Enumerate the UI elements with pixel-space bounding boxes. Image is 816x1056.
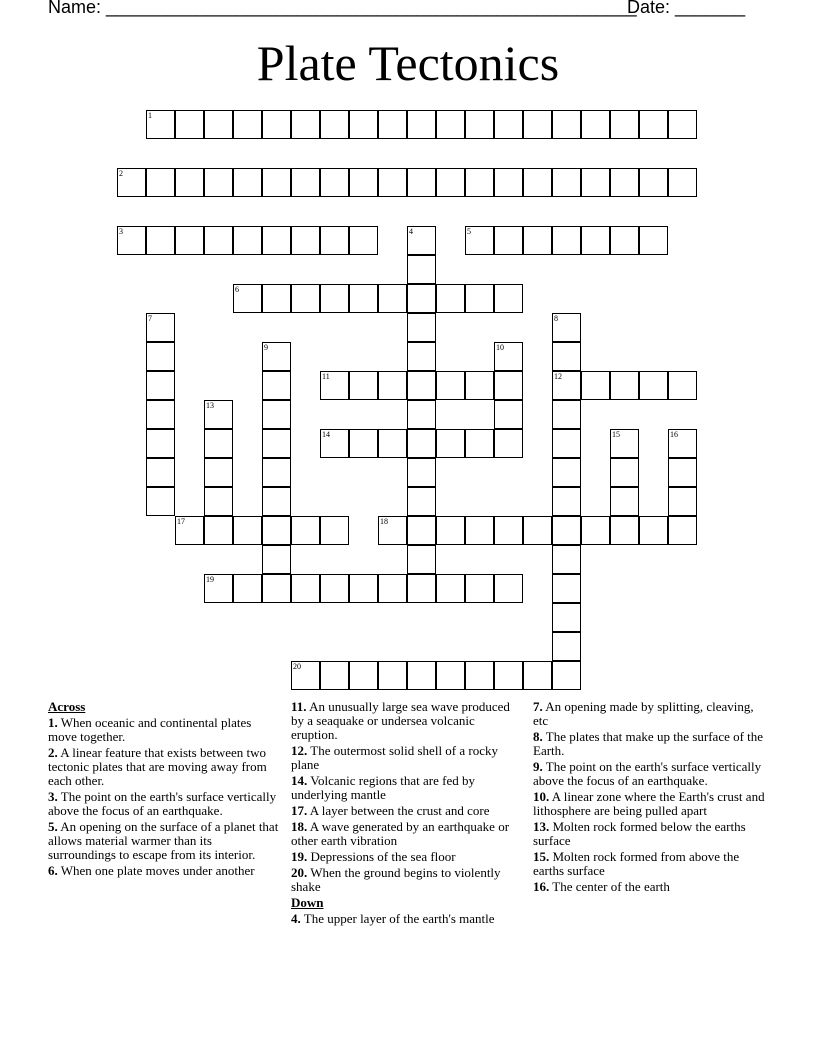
clue-number: 3 [119, 227, 123, 236]
clue-text: The center of the earth [549, 879, 670, 894]
clue-number: 17 [177, 517, 185, 526]
grid-cell[interactable] [349, 168, 378, 197]
across-clue [48, 746, 280, 788]
grid-cell[interactable] [552, 458, 581, 487]
grid-cell[interactable] [465, 110, 494, 139]
grid-cell[interactable] [349, 574, 378, 603]
grid-cell[interactable] [233, 226, 262, 255]
clue-number: 12 [554, 372, 562, 381]
across-clue [291, 744, 523, 772]
grid-cell[interactable] [494, 168, 523, 197]
grid-cell[interactable] [262, 516, 291, 545]
grid-cell[interactable] [407, 226, 436, 255]
grid-cell[interactable] [407, 545, 436, 574]
clue-number: 7 [148, 314, 152, 323]
clue-number-label: 1. [48, 715, 58, 730]
clue-number-label: 17. [291, 803, 308, 818]
grid-cell[interactable] [581, 110, 610, 139]
grid-cell[interactable] [552, 226, 581, 255]
grid-cell[interactable] [146, 400, 175, 429]
grid-cell[interactable] [552, 574, 581, 603]
clue-text: The point on the earth's surface vertically above the focus of an earthquake. [48, 789, 277, 818]
across-clue [291, 774, 523, 802]
grid-cell[interactable] [494, 516, 523, 545]
grid-cell[interactable] [262, 284, 291, 313]
grid-cell[interactable] [610, 458, 639, 487]
grid-cell[interactable] [262, 574, 291, 603]
grid-cell[interactable] [320, 371, 349, 400]
page-title: Plate Tectonics [256, 35, 560, 91]
grid-cell[interactable] [407, 574, 436, 603]
clue-number-label: 8. [533, 729, 543, 744]
grid-cell[interactable] [552, 400, 581, 429]
grid-cell[interactable] [407, 661, 436, 690]
across-clue [291, 866, 523, 894]
grid-cell[interactable] [581, 226, 610, 255]
clue-text: Volcanic regions that are fed by underlying mantle [291, 773, 475, 802]
grid-cell[interactable] [146, 342, 175, 371]
grid-cell[interactable] [494, 342, 523, 371]
grid-cell[interactable] [523, 661, 552, 690]
grid-cell[interactable] [523, 516, 552, 545]
clue-text: When oceanic and continental plates move together. [48, 715, 252, 744]
grid-cell[interactable] [320, 661, 349, 690]
grid-cell[interactable] [407, 487, 436, 516]
grid-cell[interactable] [146, 313, 175, 342]
grid-cell[interactable] [668, 110, 697, 139]
grid-cell[interactable] [407, 429, 436, 458]
clue-number: 4 [409, 227, 413, 236]
across-clue [291, 850, 523, 864]
grid-cell[interactable] [494, 110, 523, 139]
grid-cell[interactable] [581, 516, 610, 545]
grid-cell[interactable] [552, 545, 581, 574]
clue-text: The plates that make up the surface of the Earth. [533, 729, 764, 758]
grid-cell[interactable] [233, 284, 262, 313]
grid-cell[interactable] [610, 429, 639, 458]
grid-cell[interactable] [436, 284, 465, 313]
grid-cell[interactable] [639, 226, 668, 255]
grid-cell[interactable] [146, 458, 175, 487]
grid-cell[interactable] [117, 226, 146, 255]
grid-cell[interactable] [407, 400, 436, 429]
grid-cell[interactable] [146, 110, 175, 139]
clue-number: 20 [293, 662, 301, 671]
grid-cell[interactable] [610, 371, 639, 400]
grid-cell[interactable] [465, 371, 494, 400]
clue-number-label: 2. [48, 745, 58, 760]
grid-cell[interactable] [552, 516, 581, 545]
clue-number: 9 [264, 343, 268, 352]
clue-number-label: 3. [48, 789, 58, 804]
down-clue [533, 760, 765, 788]
clue-number: 2 [119, 169, 123, 178]
grid-cell[interactable] [204, 226, 233, 255]
down-clue [533, 730, 765, 758]
grid-cell[interactable] [552, 313, 581, 342]
down-clue [291, 912, 523, 926]
grid-cell[interactable] [494, 371, 523, 400]
grid-cell[interactable] [378, 661, 407, 690]
grid-cell[interactable] [465, 661, 494, 690]
clue-number-label: 16. [533, 879, 550, 894]
grid-cell[interactable] [465, 574, 494, 603]
grid-cell[interactable] [407, 284, 436, 313]
clue-text: Depressions of the sea floor [307, 849, 456, 864]
clue-column-2 [291, 700, 523, 928]
grid-cell[interactable] [378, 574, 407, 603]
down-clue [533, 790, 765, 818]
clue-number-label: 15. [533, 849, 550, 864]
grid-cell[interactable] [291, 284, 320, 313]
grid-cell[interactable] [378, 284, 407, 313]
grid-cell[interactable] [146, 487, 175, 516]
grid-cell[interactable] [552, 487, 581, 516]
grid-cell[interactable] [320, 168, 349, 197]
across-clue [48, 864, 280, 878]
grid-cell[interactable] [581, 168, 610, 197]
across-clue [48, 716, 280, 744]
grid-cell[interactable] [523, 226, 552, 255]
grid-cell[interactable] [436, 429, 465, 458]
grid-cell[interactable] [146, 371, 175, 400]
grid-cell[interactable] [291, 661, 320, 690]
clue-column-1 [48, 700, 280, 880]
grid-cell[interactable] [639, 110, 668, 139]
grid-cell[interactable] [552, 168, 581, 197]
grid-cell[interactable] [494, 284, 523, 313]
grid-cell[interactable] [378, 371, 407, 400]
grid-cell[interactable] [291, 574, 320, 603]
across-clue [48, 790, 280, 818]
grid-cell[interactable] [262, 342, 291, 371]
grid-cell[interactable] [668, 168, 697, 197]
grid-cell[interactable] [233, 516, 262, 545]
clue-number-label: 6. [48, 863, 58, 878]
grid-cell[interactable] [233, 168, 262, 197]
grid-cell[interactable] [668, 516, 697, 545]
grid-cell[interactable] [262, 371, 291, 400]
grid-cell[interactable] [465, 168, 494, 197]
clue-text: A layer between the crust and core [307, 803, 490, 818]
across-clue [291, 820, 523, 848]
clue-number: 15 [612, 430, 620, 439]
clue-number: 10 [496, 343, 504, 352]
grid-cell[interactable] [349, 429, 378, 458]
clue-number-label: 5. [48, 819, 58, 834]
grid-cell[interactable] [610, 168, 639, 197]
grid-cell[interactable] [262, 458, 291, 487]
grid-cell[interactable] [407, 342, 436, 371]
clue-number-label: 9. [533, 759, 543, 774]
grid-cell[interactable] [349, 284, 378, 313]
clue-number: 5 [467, 227, 471, 236]
across-heading: Across [48, 699, 86, 714]
grid-cell[interactable] [320, 574, 349, 603]
grid-cell[interactable] [494, 661, 523, 690]
clue-text: Molten rock formed from above the earths surface [533, 849, 740, 878]
grid-cell[interactable] [262, 487, 291, 516]
grid-cell[interactable] [262, 400, 291, 429]
grid-cell[interactable] [146, 168, 175, 197]
clue-text: The upper layer of the earth's mantle [300, 911, 495, 926]
clue-number: 13 [206, 401, 214, 410]
grid-cell[interactable] [262, 429, 291, 458]
clue-number-label: 11. [291, 699, 307, 714]
clue-number: 18 [380, 517, 388, 526]
grid-cell[interactable] [262, 168, 291, 197]
grid-cell[interactable] [407, 255, 436, 284]
grid-cell[interactable] [204, 110, 233, 139]
grid-cell[interactable] [349, 226, 378, 255]
clue-number-label: 20. [291, 865, 308, 880]
grid-cell[interactable] [552, 603, 581, 632]
grid-cell[interactable] [349, 371, 378, 400]
clue-number-label: 7. [533, 699, 543, 714]
grid-cell[interactable] [291, 226, 320, 255]
clue-number-label: 13. [533, 819, 550, 834]
grid-cell[interactable] [581, 371, 610, 400]
grid-cell[interactable] [378, 516, 407, 545]
clue-number: 11 [322, 372, 330, 381]
grid-cell[interactable] [610, 110, 639, 139]
grid-cell[interactable] [233, 574, 262, 603]
grid-cell[interactable] [639, 168, 668, 197]
clue-text: The point on the earth's surface vertically above the focus of an earthquake. [533, 759, 762, 788]
grid-cell[interactable] [175, 516, 204, 545]
grid-cell[interactable] [175, 226, 204, 255]
grid-cell[interactable] [639, 371, 668, 400]
grid-cell[interactable] [610, 516, 639, 545]
clue-number: 8 [554, 314, 558, 323]
grid-cell[interactable] [349, 661, 378, 690]
grid-cell[interactable] [465, 516, 494, 545]
grid-cell[interactable] [436, 574, 465, 603]
grid-cell[interactable] [291, 168, 320, 197]
clue-text: A linear zone where the Earth's crust and lithosphere are being pulled apart [533, 789, 765, 818]
grid-cell[interactable] [668, 429, 697, 458]
grid-cell[interactable] [494, 429, 523, 458]
grid-cell[interactable] [233, 110, 262, 139]
clue-number-label: 14. [291, 773, 308, 788]
grid-cell[interactable] [552, 661, 581, 690]
grid-cell[interactable] [494, 226, 523, 255]
grid-cell[interactable] [668, 458, 697, 487]
clue-number: 6 [235, 285, 239, 294]
grid-cell[interactable] [204, 487, 233, 516]
grid-cell[interactable] [552, 429, 581, 458]
clue-text: The outermost solid shell of a rocky plane [291, 743, 499, 772]
grid-cell[interactable] [436, 516, 465, 545]
date-label: Date: _______ [627, 0, 746, 17]
grid-cell[interactable] [320, 429, 349, 458]
grid-cell[interactable] [378, 168, 407, 197]
grid-cell[interactable] [204, 516, 233, 545]
grid-cell[interactable] [668, 487, 697, 516]
clue-number-label: 18. [291, 819, 308, 834]
grid-cell[interactable] [436, 371, 465, 400]
grid-cell[interactable] [349, 110, 378, 139]
grid-cell[interactable] [436, 168, 465, 197]
name-label: Name: _____________________________________________________ [48, 0, 637, 17]
grid-cell[interactable] [378, 110, 407, 139]
grid-cell[interactable] [523, 168, 552, 197]
grid-cell[interactable] [291, 110, 320, 139]
grid-cell[interactable] [494, 400, 523, 429]
grid-cell[interactable] [378, 429, 407, 458]
grid-cell[interactable] [407, 516, 436, 545]
grid-cell[interactable] [610, 487, 639, 516]
grid-cell[interactable] [204, 458, 233, 487]
grid-cell[interactable] [320, 110, 349, 139]
grid-cell[interactable] [320, 516, 349, 545]
down-heading: Down [291, 895, 324, 910]
grid-cell[interactable] [668, 371, 697, 400]
clue-text: An opening made by splitting, cleaving, etc [533, 699, 754, 728]
grid-cell[interactable] [407, 458, 436, 487]
grid-cell[interactable] [204, 400, 233, 429]
clue-text: An unusually large sea wave produced by a seaquake or undersea volcanic eruption. [291, 699, 510, 742]
grid-cell[interactable] [552, 632, 581, 661]
clue-text: When one plate moves under another [57, 863, 255, 878]
across-clue [48, 820, 280, 862]
grid-cell[interactable] [204, 168, 233, 197]
clue-text: A wave generated by an earthquake or other earth vibration [291, 819, 510, 848]
clue-number-label: 12. [291, 743, 308, 758]
grid-cell[interactable] [610, 226, 639, 255]
grid-cell[interactable] [204, 574, 233, 603]
grid-cell[interactable] [552, 371, 581, 400]
grid-cell[interactable] [175, 110, 204, 139]
grid-cell[interactable] [639, 516, 668, 545]
grid-cell[interactable] [407, 371, 436, 400]
clue-number-label: 19. [291, 849, 308, 864]
down-clue [533, 700, 765, 728]
grid-cell[interactable] [436, 661, 465, 690]
clue-number: 16 [670, 430, 678, 439]
clue-number: 1 [148, 111, 152, 120]
clue-number: 14 [322, 430, 330, 439]
grid-cell[interactable] [436, 110, 465, 139]
clue-text: When the ground begins to violently shake [291, 865, 501, 894]
clue-number-label: 4. [291, 911, 301, 926]
grid-cell[interactable] [146, 429, 175, 458]
clue-text: An opening on the surface of a planet that allows material warmer than its surroundings to escape from its interior. [48, 819, 279, 862]
grid-cell[interactable] [407, 110, 436, 139]
grid-cell[interactable] [262, 545, 291, 574]
down-clue [533, 880, 765, 894]
grid-cell[interactable] [407, 168, 436, 197]
clue-text: A linear feature that exists between two tectonic plates that are moving away from each other. [48, 745, 267, 788]
grid-cell[interactable] [291, 516, 320, 545]
grid-cell[interactable] [117, 168, 146, 197]
grid-cell[interactable] [465, 284, 494, 313]
across-clue [291, 804, 523, 818]
grid-cell[interactable] [262, 226, 291, 255]
grid-cell[interactable] [320, 226, 349, 255]
clue-number-label: 10. [533, 789, 550, 804]
grid-cell[interactable] [552, 110, 581, 139]
grid-cell[interactable] [523, 110, 552, 139]
grid-cell[interactable] [465, 226, 494, 255]
grid-cell[interactable] [552, 342, 581, 371]
grid-cell[interactable] [262, 110, 291, 139]
clue-column-3 [533, 700, 765, 896]
down-clue [533, 820, 765, 848]
grid-cell[interactable] [146, 226, 175, 255]
clue-text: Molten rock formed below the earths surface [533, 819, 746, 848]
grid-cell[interactable] [465, 429, 494, 458]
across-clue [291, 700, 523, 742]
clue-number: 19 [206, 575, 214, 584]
grid-cell[interactable] [494, 574, 523, 603]
grid-cell[interactable] [175, 168, 204, 197]
grid-cell[interactable] [407, 313, 436, 342]
down-clue [533, 850, 765, 878]
grid-cell[interactable] [320, 284, 349, 313]
grid-cell[interactable] [204, 429, 233, 458]
